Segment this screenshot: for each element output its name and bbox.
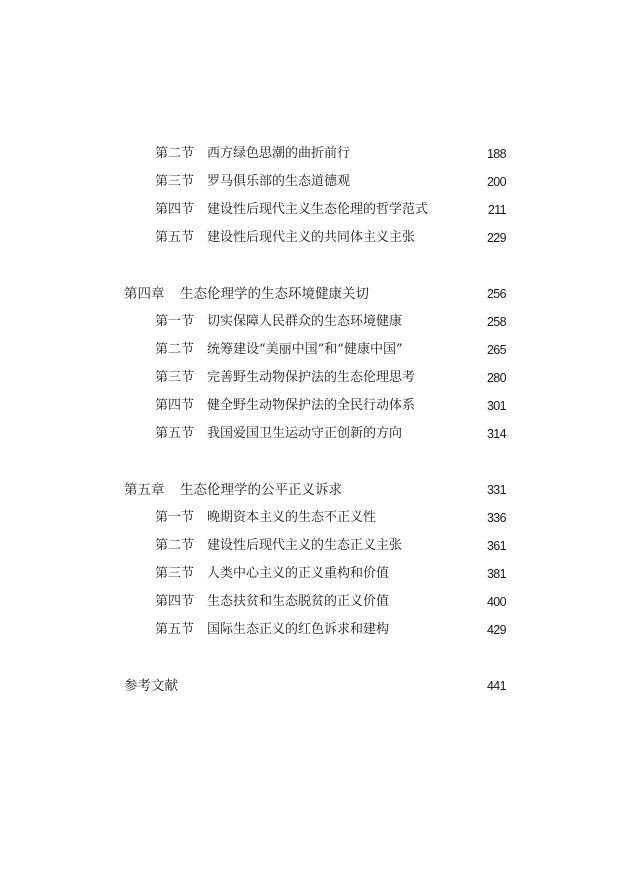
toc-section-row: [155, 310, 506, 334]
toc-chapter-row: [124, 282, 506, 306]
section-label: 第四节: [155, 202, 195, 217]
section-title: 完善野生动物保护法的生态伦理思考: [207, 370, 416, 385]
section-title: 建设性后现代主义的生态正义主张: [207, 538, 403, 553]
references-title: 参考文献: [124, 678, 178, 694]
section-page-number: 188: [486, 147, 506, 161]
section-title: 晚期资本主义的生态不正义性: [207, 510, 377, 525]
section-page-number: 265: [486, 343, 506, 357]
section-title: 国际生态正义的红色诉求和建构: [207, 622, 390, 637]
chapter-label: 第五章: [124, 482, 165, 498]
section-title: 我国爱国卫生运动守正创新的方向: [207, 426, 403, 441]
section-page-number: 280: [486, 371, 506, 385]
toc-section-row: [155, 394, 506, 418]
toc-section-row: [155, 618, 506, 642]
toc-section-row: [155, 562, 506, 586]
section-label: 第一节: [155, 510, 195, 525]
section-title: 建设性后现代主义的共同体主义主张: [207, 230, 416, 245]
section-page-number: 301: [486, 399, 506, 413]
section-page-number: 400: [486, 595, 506, 609]
section-label: 第一节: [155, 314, 195, 329]
chapter-title: 生态伦理学的生态环境健康关切: [180, 286, 369, 302]
section-page-number: 361: [486, 539, 506, 553]
section-label: 第五节: [155, 230, 195, 245]
section-label: 第二节: [155, 538, 195, 553]
section-title: 罗马俱乐部的生态道德观: [207, 174, 351, 189]
section-page-number: 211: [487, 203, 506, 217]
section-title: 西方绿色思潮的曲折前行: [207, 146, 351, 161]
section-label: 第五节: [155, 622, 195, 637]
section-label: 第五节: [155, 426, 195, 441]
section-page-number: 336: [486, 511, 506, 525]
section-label: 第四节: [155, 398, 195, 413]
chapter-page-number: 256: [486, 287, 506, 301]
toc-section-row: [155, 226, 506, 250]
toc-section-row: [155, 422, 506, 446]
section-title: 建设性后现代主义生态伦理的哲学范式: [207, 202, 429, 217]
section-title: 切实保障人民群众的生态环境健康: [207, 314, 403, 329]
toc-references-row: [124, 674, 506, 698]
chapter-label: 第四章: [124, 286, 165, 302]
section-title: 健全野生动物保护法的全民行动体系: [207, 398, 416, 413]
section-title: 人类中心主义的正义重构和价值: [207, 566, 390, 581]
toc-chapter-row: [124, 478, 506, 502]
section-label: 第四节: [155, 594, 195, 609]
section-label: 第三节: [155, 370, 195, 385]
section-title: 生态扶贫和生态脱贫的正义价值: [207, 594, 390, 609]
toc-section-row: [155, 142, 506, 166]
section-label: 第二节: [155, 146, 195, 161]
section-page-number: 200: [486, 175, 506, 189]
section-page-number: 229: [486, 231, 506, 245]
references-page-number: 441: [486, 679, 506, 693]
section-label: 第二节: [155, 342, 195, 357]
toc-section-row: [155, 198, 506, 222]
section-title: 统筹建设“美丽中国”和“健康中国”: [207, 342, 403, 357]
section-label: 第三节: [155, 566, 195, 581]
chapter-title: 生态伦理学的公平正义诉求: [180, 482, 342, 498]
toc-section-row: [155, 366, 506, 390]
toc-section-row: [155, 534, 506, 558]
section-page-number: 258: [486, 315, 506, 329]
toc-section-row: [155, 338, 506, 362]
section-page-number: 314: [486, 427, 506, 441]
section-page-number: 381: [486, 567, 506, 581]
toc-section-row: [155, 590, 506, 614]
section-page-number: 429: [486, 623, 506, 637]
chapter-page-number: 331: [486, 483, 506, 497]
section-label: 第三节: [155, 174, 195, 189]
toc-section-row: [155, 170, 506, 194]
toc-section-row: [155, 506, 506, 530]
